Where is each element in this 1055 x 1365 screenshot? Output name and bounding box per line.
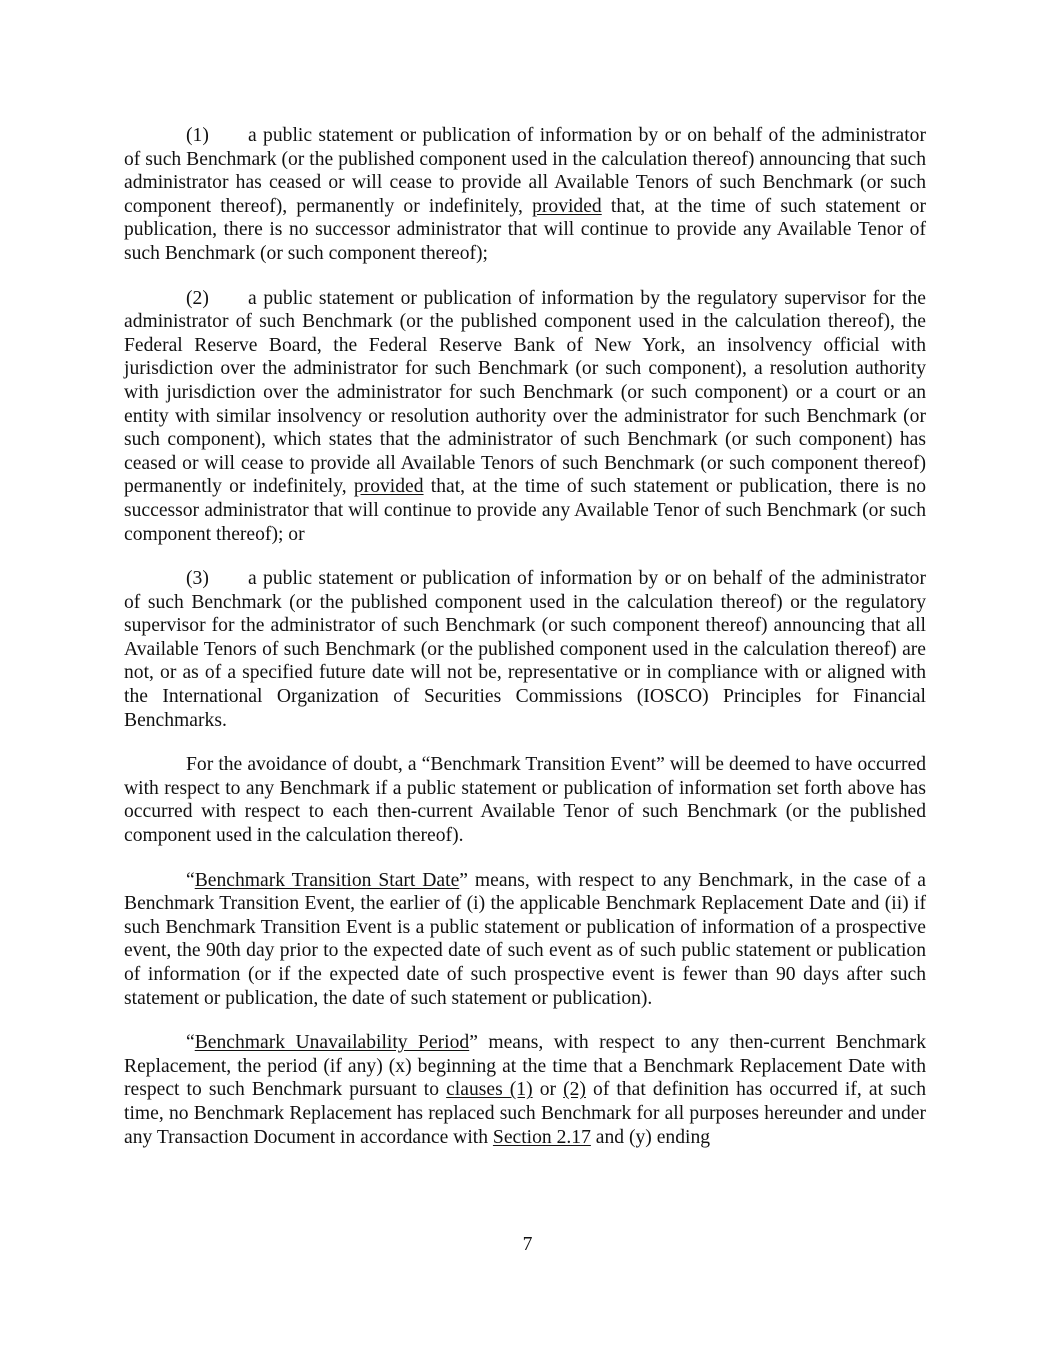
definition-transition-start-date [124, 869, 926, 1011]
cross-reference: Section 2.17 [492, 1126, 591, 1148]
clause-number: (1) [186, 125, 209, 146]
underlined-term: provided [532, 195, 602, 217]
open-quote: “ [186, 1032, 195, 1054]
clause-text: that, at the time of such statement or publication, there is no successor administrator that will continue to provide any Available Tenor of such Benchmark (or such component thereof); or [124, 476, 926, 545]
paragraph-text: For the avoidance of doubt, a “Benchmark Transition Event” will be deemed to have occurred with respect to any Benchmark if a public statement or publication of information set forth above has occurred with respect to each then-current Available Tenor of such Benchmark (or the published component used in the calculation thereof). [124, 754, 926, 847]
clause-text: a public statement or publication of information by or on behalf of the administrator of such Benchmark (or the published component used in the calculation thereof) announcing that such administrator has ceased or will cease to provide all Available Tenors of such Benchmark (or such component thereof), permanently or indefinitely, [124, 125, 926, 217]
paragraph-avoidance-of-doubt [124, 753, 926, 847]
definition-text: or [532, 1079, 564, 1101]
definition-text: of that definition has occurred if, at such time, no Benchmark Replacement has replaced such Benchmark for all purposes hereunder and under any Transaction Document in accordance with [124, 1079, 926, 1148]
cross-reference: clauses (1) [446, 1079, 533, 1101]
paragraph-clause-2 [124, 287, 926, 547]
paragraph-clause-1 [124, 124, 926, 266]
definition-text: ” means, with respect to any then-current Benchmark Replacement, the period (if any) (x) beginning at the time that a Benchmark Replacement Date with respect to such Benchmark pursuant to [124, 1032, 927, 1101]
clause-text: a public statement or publication of information by or on behalf of the administrator of such Benchmark (or the published component used in the calculation thereof) or the regulatory supervisor for the administrator of such Benchmark (or such component thereof) announcing that all Available Tenors of such Benchmark (or the published component used in the calculation thereof) are not, or as of a specified future date will not be, representative or in compliance with or aligned with the International Organization of Securities Commissions (IOSCO) Principles for Financial Benchmarks. [124, 568, 926, 731]
defined-term: Benchmark Transition Start Date [194, 869, 460, 891]
clause-number: (2) [186, 287, 209, 309]
defined-term: Benchmark Unavailability Period [194, 1032, 470, 1054]
underlined-term: provided [353, 476, 424, 498]
document-page [124, 124, 926, 1170]
definition-text: and (y) ending [590, 1126, 711, 1148]
clause-number: (3) [186, 568, 209, 590]
page-number: 7 [522, 1234, 533, 1255]
cross-reference: (2) [563, 1079, 586, 1101]
definition-unavailability-period [124, 1031, 926, 1149]
clause-text: that, at the time of such statement or publication, there is no successor administrator that will continue to provide any Available Tenor of such Benchmark (or such component thereof); [124, 195, 926, 264]
paragraph-clause-3 [124, 567, 926, 732]
open-quote: “ [186, 869, 195, 891]
clause-text: a public statement or publication of information by the regulatory supervisor for the administrator of such Benchmark (or the published component used in the calculation thereof), the Federal Reserve Board, the Federal Reserve Bank of New York, an insolvency official with jurisdiction over the administrator for such Benchmark (or such component), a resolution authority with jurisdiction over the administrator for such Benchmark (or such component) or a court or an entity with similar insolvency or resolution authority over the administrator for such Benchmark (or such component), which states that the administrator of such Benchmark (or such component) has ceased or will cease to provide all Available Tenors of such Benchmark (or such component thereof) permanently or indefinitely, [124, 287, 926, 498]
definition-text: ” means, with respect to any Benchmark, in the case of a Benchmark Transition Event, the earlier of (i) the applicable Benchmark Replacement Date and (ii) if such Benchmark Transition Event is a public statement or publication of information of a prospective event, the 90th day prior to the expected date of such event as of such public statement or publication of information (or if the expected date of such prospective event is fewer than 90 days after such statement or publication, the date of such statement or publication). [124, 869, 926, 1009]
